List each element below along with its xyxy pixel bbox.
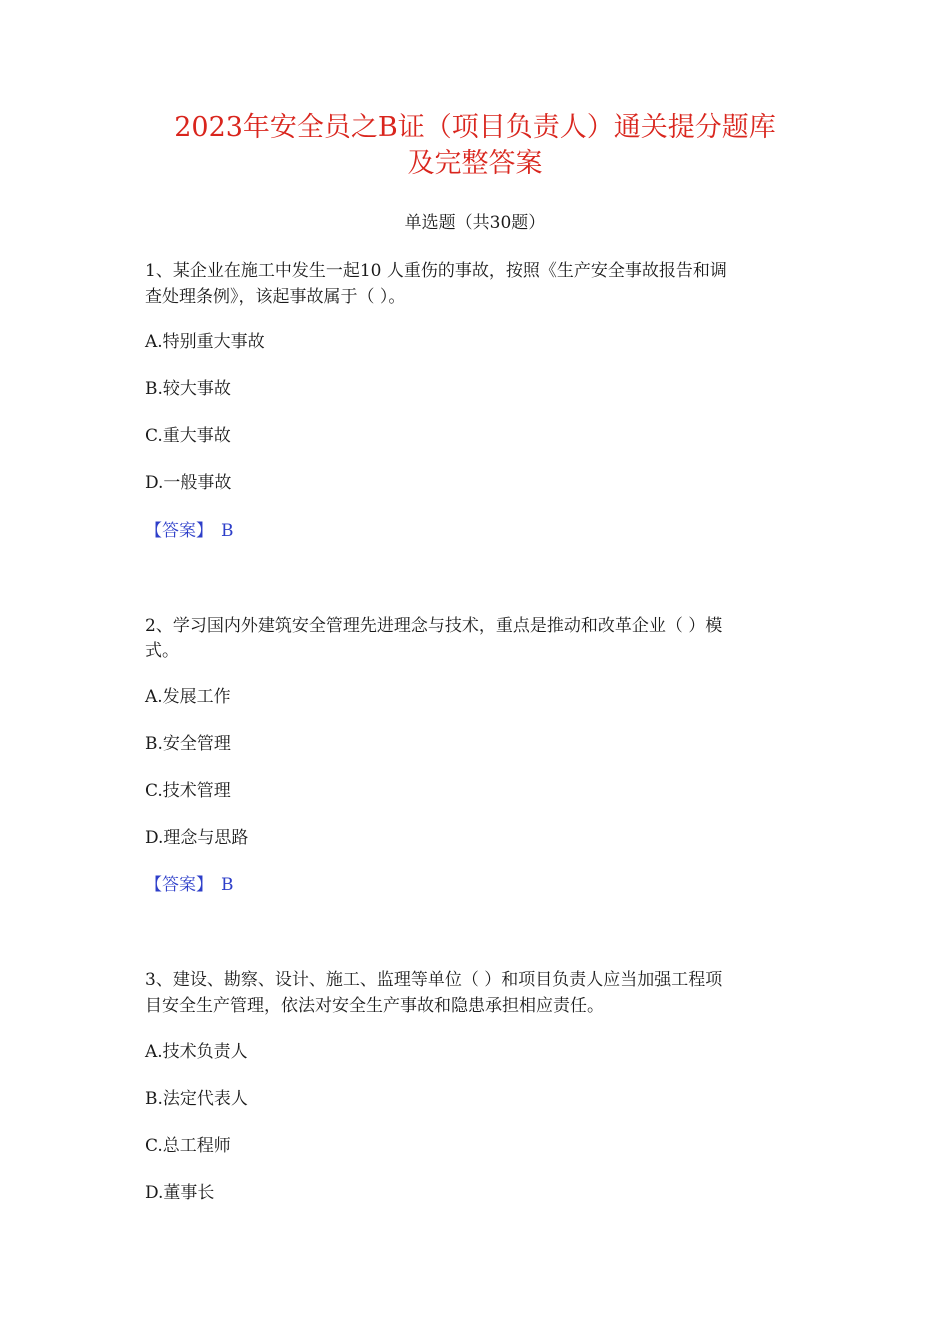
option-d: D.一般事故: [145, 473, 232, 493]
option-b: B.安全管理: [145, 734, 231, 754]
question-stem-line-2: 查处理条例》，该起事故属于（ ）。: [145, 287, 406, 307]
option-a: A.发展工作: [145, 687, 231, 707]
document-title-line-2: 及完整答案: [407, 148, 543, 179]
question-stem-line-1: 3、建设、勘察、设计、施工、监理等单位（ ）和项目负责人应当加强工程项: [145, 970, 723, 990]
option-a: A.技术负责人: [145, 1042, 248, 1062]
question-stem-line-2: 目安全生产管理，依法对安全生产事故和隐患承担相应责任。: [145, 996, 604, 1016]
option-a: A.特别重大事故: [145, 332, 265, 352]
option-c: C.总工程师: [145, 1136, 231, 1156]
question-stem-line-1: 2、学习国内外建筑安全管理先进理念与技术，重点是推动和改革企业（ ）模: [145, 616, 723, 636]
answer-value: B: [221, 521, 234, 541]
answer-label: 【答案】: [145, 521, 213, 541]
answer: [145, 873, 234, 897]
option-b: B.较大事故: [145, 379, 231, 399]
option-c: C.重大事故: [145, 426, 231, 446]
question-stem-line-1: 1、某企业在施工中发生一起10 人重伤的事故，按照《生产安全事故报告和调: [145, 261, 727, 281]
option-d: D.理念与思路: [145, 828, 249, 848]
option-c: C.技术管理: [145, 781, 231, 801]
document-title-line-1: 2023年安全员之B证（项目负责人）通关提分题库: [174, 112, 776, 143]
question-stem-line-2: 式。: [145, 641, 179, 661]
answer-label: 【答案】: [145, 875, 213, 895]
answer: [145, 519, 234, 543]
option-d: D.董事长: [145, 1183, 215, 1203]
section-heading: 单选题（共30题）: [404, 213, 546, 233]
option-b: B.法定代表人: [145, 1089, 248, 1109]
answer-value: B: [221, 875, 234, 895]
